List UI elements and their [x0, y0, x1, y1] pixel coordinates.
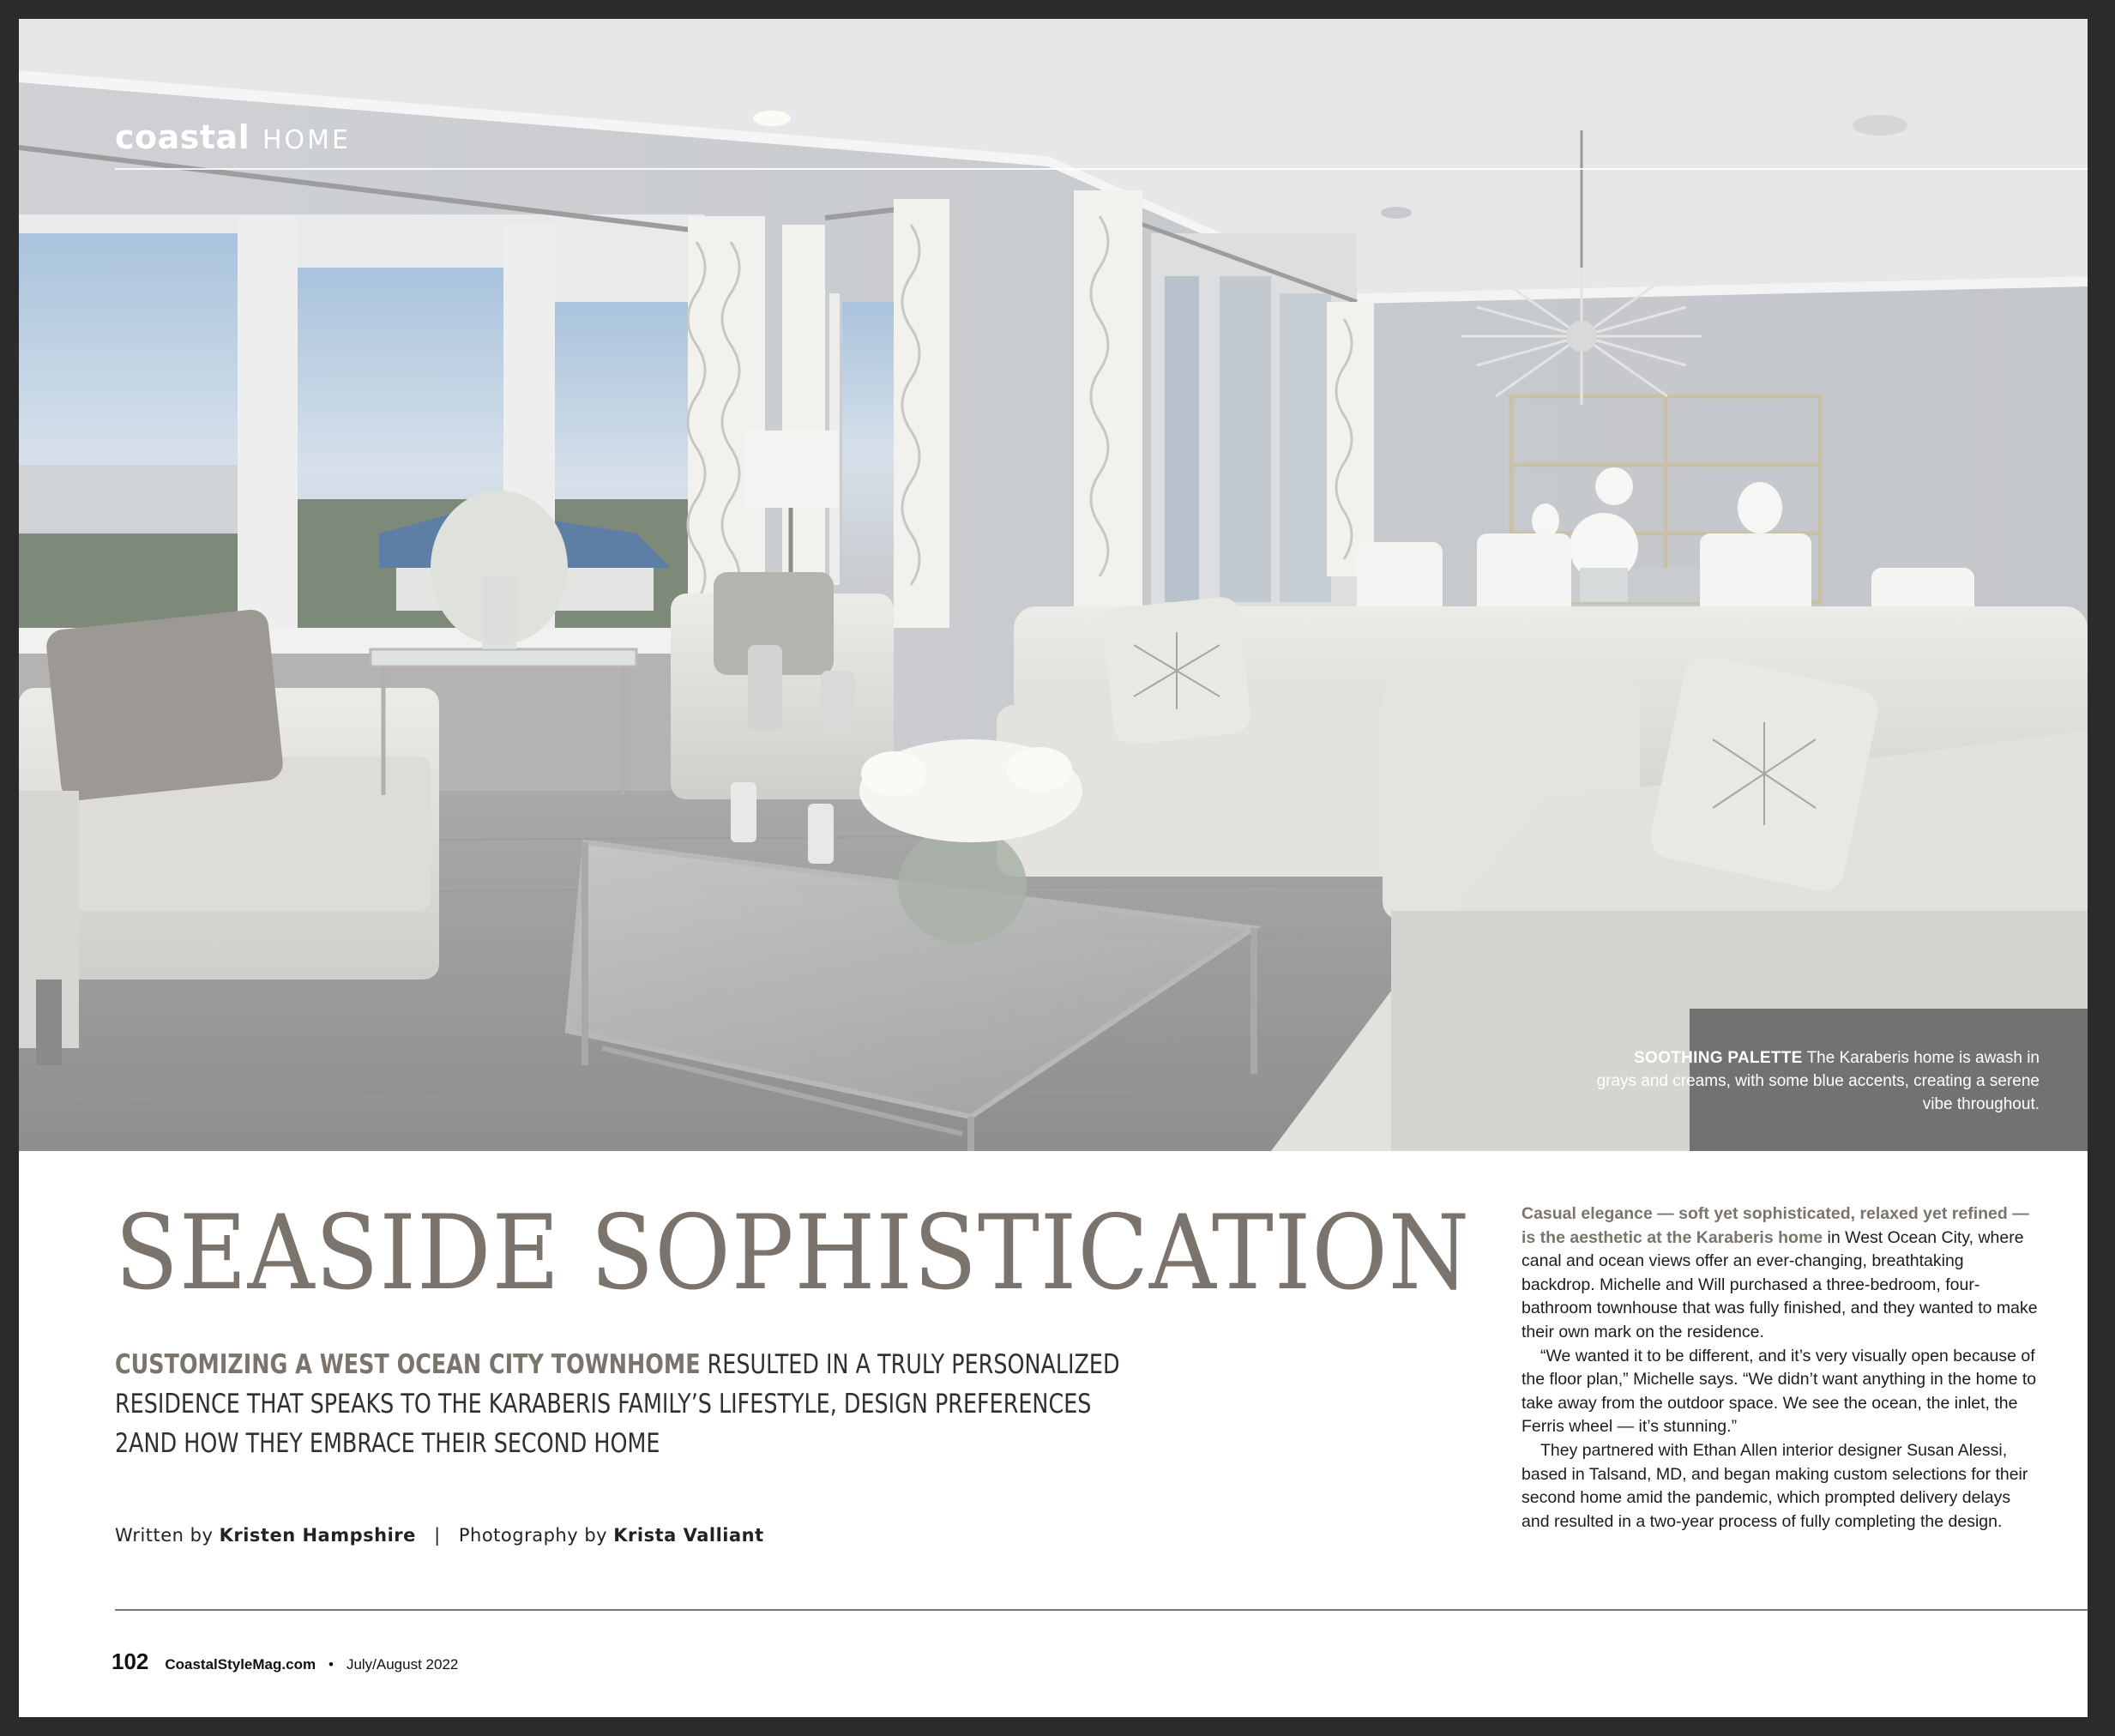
byline-separator: | — [434, 1525, 441, 1546]
folio-bullet: • — [328, 1656, 334, 1673]
magazine-page — [19, 19, 2088, 1717]
deck-line-1 — [115, 1345, 1120, 1384]
article-body — [1521, 1203, 2041, 1534]
folio — [111, 1649, 458, 1675]
byline — [115, 1525, 764, 1546]
masthead-section: HOME — [262, 125, 352, 155]
living-room-illustration — [19, 19, 2088, 1151]
caption-lead: SOOTHING PALETTE — [1634, 1049, 1803, 1067]
masthead-rule — [115, 168, 2088, 170]
issue-date: July/August 2022 — [346, 1656, 459, 1673]
masthead — [115, 105, 2088, 173]
body-paragraph-2: “We wanted it to be different, and it’s very visually open because of the floor plan,” Michelle says. “We didn’t want anything in the home to take away from the outdoor space. We see the ocean, the inlet, the Ferris wheel — it’s stunning.” — [1521, 1346, 2037, 1437]
body-paragraph-3: They partnered with Ethan Allen interior designer Susan Alessi, based in Talsand, MD, and began making custom selections for their second home amid the pandemic, which prompted delivery delays and resulted in a two-year process of fully completing the design. — [1521, 1440, 2028, 1531]
deck-line1-text: RESULTED IN A TRULY PERSONALIZED — [700, 1349, 1120, 1380]
masthead-brand: coastal — [115, 118, 250, 156]
deck-lead: CUSTOMIZING A WEST OCEAN CITY TOWNHOME — [115, 1349, 701, 1380]
body-lede: Casual elegance — soft yet sophisticated, relaxed yet refined — is the aesthetic at the Karaberis home — [1521, 1204, 2029, 1247]
written-by-label: Written by — [115, 1525, 214, 1546]
deck-line-3: 2AND HOW THEY EMBRACE THEIR SECOND HOME — [115, 1428, 660, 1459]
caption-text: The Karaberis home is awash in grays and creams, with some blue accents, creating a serene vibe throughout. — [1596, 1049, 2040, 1113]
deck-line-2: RESIDENCE THAT SPEAKS TO THE KARABERIS FAMILY’S LIFESTYLE, DESIGN PREFERENCES — [115, 1389, 1092, 1420]
photography-by-label: Photography by — [458, 1525, 608, 1546]
body-paragraph-1 — [1521, 1203, 2041, 1345]
footer-rule — [115, 1609, 2088, 1611]
living-room-photo — [19, 19, 2088, 1151]
photo-caption — [1594, 1046, 2040, 1116]
photographer-name: Krista Valliant — [613, 1525, 764, 1546]
article-title: SEASIDE SOPHISTICATION — [115, 1194, 1471, 1313]
page-number: 102 — [111, 1649, 149, 1674]
author-name: Kristen Hampshire — [219, 1525, 416, 1546]
site-url: CoastalStyleMag.com — [165, 1656, 316, 1673]
body-p1-text: in West Ocean City, where canal and ocean views offer an ever-changing, breathtaking backdrop. Michelle and Will purchased a three-bedroom, four-bathroom townhouse that was fully finished, and they wanted to make their own mark on the residence. — [1521, 1227, 2038, 1341]
article-deck — [115, 1345, 1120, 1463]
